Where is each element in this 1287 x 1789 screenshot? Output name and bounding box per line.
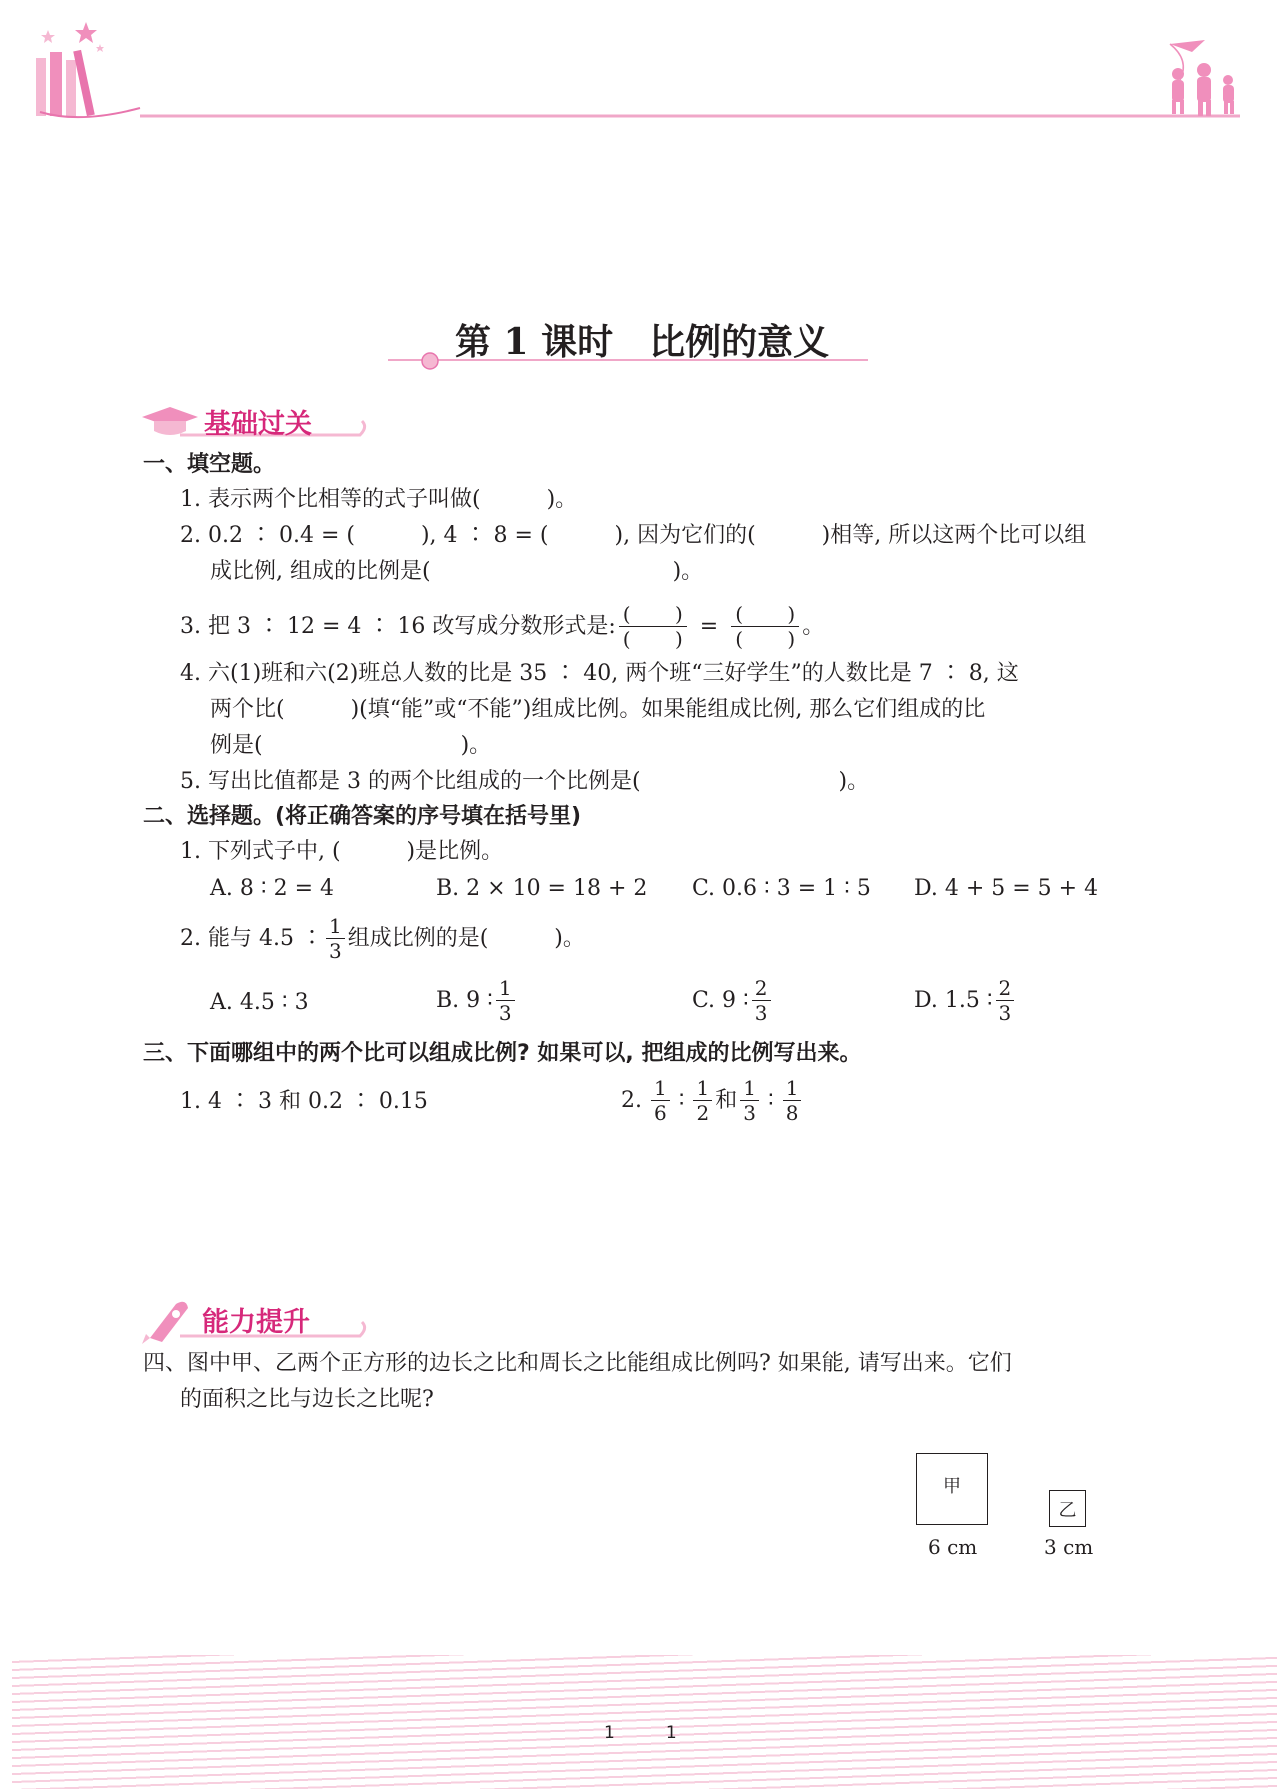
- part1-q4-line2: 两个比( )(填“能”或“不能”)组成比例。如果能组成比例, 那么它们组成的比: [210, 697, 986, 722]
- q3-equals: =: [699, 613, 719, 639]
- section-basic-title: 基础过关: [204, 409, 312, 440]
- part2-q2-option-a: A. 4.5 ∶ 3: [210, 990, 309, 1015]
- part2-q1-option-a: A. 8 ∶ 2 = 4: [210, 876, 334, 901]
- part4-line1: 四、图中甲、乙两个正方形的边长之比和周长之比能组成比例吗? 如果能, 请写出来。它们: [143, 1351, 1012, 1376]
- square-a-size: 6 cm: [928, 1535, 978, 1559]
- part2-q1-option-d: D. 4 + 5 = 5 + 4: [914, 876, 1099, 901]
- square-b: [1049, 1490, 1086, 1527]
- q3-blank-fraction-left: ( ) ( ): [619, 604, 687, 649]
- part1-q4-line3: 例是( )。: [210, 733, 492, 758]
- part1-q3: [180, 604, 824, 649]
- children-kite-icon: [1170, 40, 1234, 116]
- part1-q2-line1: 2. 0.2 ∶ 0.4 = ( ), 4 ∶ 8 = ( ), 因为它们的( )相等, 所以这两个比可以组: [180, 523, 1087, 548]
- square-b-label: 乙: [1058, 1499, 1077, 1521]
- section-ability-title: 能力提升: [202, 1307, 310, 1338]
- part2-q2: 2. 能与 4.5 ∶ $\frac{1}{3}$ 组成比例的是( )。: [180, 914, 585, 963]
- part2-q2-option-d: D. 1.5 ∶ $\frac{2}{3}$: [914, 978, 1017, 1023]
- title-underline: [388, 352, 868, 372]
- part3-q2: 2. $\frac{1}{6}$ ∶ $\frac{1}{2}$ 和 $\frac{1}{3}$ ∶ $\frac{1}{8}$: [621, 1078, 804, 1123]
- square-a: [916, 1453, 988, 1525]
- part2-q1-option-b: B. 2 × 10 = 18 + 2: [436, 876, 648, 901]
- part1-q5: 5. 写出比值都是 3 的两个比组成的一个比例是( )。: [180, 769, 870, 794]
- fraction-one-third: $\frac{1}{3}$: [326, 916, 345, 961]
- square-a-label: 甲: [943, 1476, 961, 1497]
- part4-line2: 的面积之比与边长之比呢?: [180, 1387, 434, 1412]
- part2-q1: 1. 下列式子中, ( )是比例。: [180, 839, 504, 864]
- part1-q1: 1. 表示两个比相等的式子叫做( )。: [180, 487, 578, 512]
- books-logo-icon: [36, 22, 140, 117]
- part2-q1-option-c: C. 0.6 ∶ 3 = 1 ∶ 5: [692, 876, 871, 901]
- q3-blank-fraction-right: ( ) ( ): [731, 604, 799, 649]
- part3-q1: 1. 4 ∶ 3 和 0.2 ∶ 0.15: [180, 1089, 428, 1114]
- part2-q2-option-c: C. 9 ∶ $\frac{2}{3}$: [692, 978, 774, 1023]
- page-number: 1 1: [604, 1723, 677, 1743]
- part3-heading: 三、下面哪组中的两个比可以组成比例? 如果可以, 把组成的比例写出来。: [143, 1041, 862, 1066]
- lesson-title: 第 1 课时 比例的意义: [455, 321, 830, 363]
- q3-period: 。: [802, 613, 825, 639]
- square-b-size: 3 cm: [1044, 1535, 1094, 1559]
- part2-q2-option-b: B. 9 ∶ $\frac{1}{3}$: [436, 978, 518, 1023]
- part1-q4-line1: 4. 六(1)班和六(2)班总人数的比是 35 ∶ 40, 两个班“三好学生”的人数比是 7 ∶ 8, 这: [180, 661, 1019, 686]
- part2-heading: 二、选择题。(将正确答案的序号填在括号里): [143, 804, 582, 829]
- header-decoration: [0, 0, 1287, 140]
- part1-heading: 一、填空题。: [143, 452, 276, 477]
- part1-q2-line2: 成比例, 组成的比例是( )。: [210, 559, 704, 584]
- part1-q3-text: 3. 把 3 ∶ 12 = 4 ∶ 16 改写成分数形式是:: [180, 613, 616, 639]
